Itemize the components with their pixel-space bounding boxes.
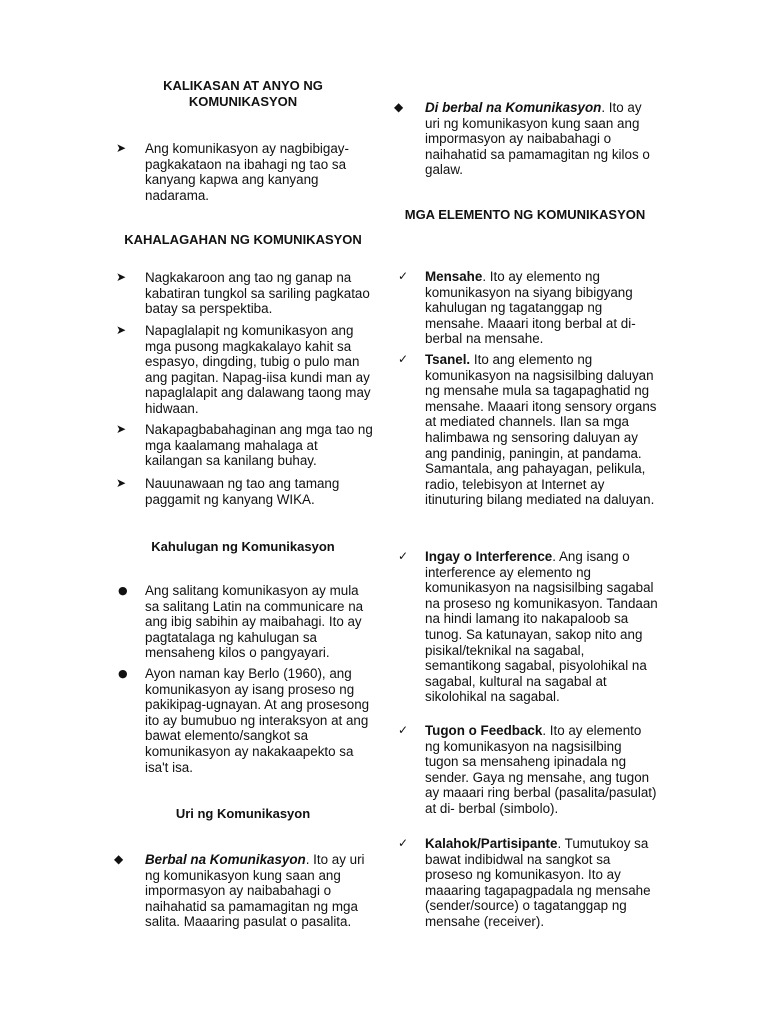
page-title: KALIKASAN AT ANYO NG KOMUNIKASYON — [163, 78, 323, 109]
list-item: ● Ayon naman kay Berlo (1960), ang komunikasyon ay isang proseso ng pakikipag-ugnayan. At ang prosesong ito ay bumubuo ng interaksyon at ang bawat elemento/sangkot sa komunikasyon ay nakakaapekto sa isa't isa. — [118, 666, 370, 775]
section-heading-kahulugan: Kahulugan ng Komunikasyon — [151, 539, 335, 554]
list-item: ✓ Tugon o Feedback. Ito ay elemento ng komunikasyon na nagsisilbing tugon sa mensaheng ipinadala ng sender. Gaya ng mensahe, ang tugon ay maaari ring berbal (pasalita/pasulat) at di- berbal (simbolo). — [398, 723, 657, 816]
list-item: ➤ Nakapagbabahaginan ang mga tao ng mga kaalamang mahalaga at kailangan sa kanilang buhay. — [116, 422, 373, 469]
diamond-bullet-icon: ◆ — [114, 852, 124, 866]
arrow-bullet-icon: ➤ — [116, 422, 127, 436]
checkmark-bullet-icon: ✓ — [398, 836, 409, 850]
checkmark-bullet-icon: ✓ — [398, 352, 409, 366]
arrow-bullet-icon: ➤ — [116, 476, 127, 490]
list-item: ✓ Mensahe. Ito ay elemento ng komunikasyon na siyang bibigyang kahulugan ng tagatanggap ng mensahe. Maaari itong berbal at di-berbal na mensahe. — [398, 269, 636, 347]
checkmark-bullet-icon: ✓ — [398, 549, 409, 563]
circle-bullet-icon: ● — [118, 667, 128, 680]
list-item: ✓ Kalahok/Partisipante. Tumutukoy sa bawat indibidwal na sangkot sa proseso ng komunikasyon. Ito ay maaaring tagapagpadala ng mensahe (sender/source) o tagatanggap ng mensahe (receiver). — [398, 836, 651, 929]
section-heading-elemento: MGA ELEMENTO NG KOMUNIKASYON — [404, 207, 646, 222]
list-item: ✓ Tsanel. Ito ang elemento ng komunikasyon na nagsisilbing daluyan ng mensahe mula sa tagapaghatid ng mensahe. Maaari itong sensory organs at mediated channels. Ilan sa mga halimbawa ng sensoring daluyan ay ang pandinig, paningin, at pandama. Samantala, ang pahayagan, pelikula, radio, telebisyon at Internet ay itinuturing bilang mediated na daluyan. — [398, 352, 657, 508]
arrow-bullet-icon: ➤ — [116, 323, 127, 337]
diamond-bullet-icon: ◆ — [394, 100, 404, 114]
list-item: ● Ang salitang komunikasyon ay mula sa salitang Latin na communicare na ang ibig sabihin ay maibahagi. Ito ay pagtatalaga ng kahulugan sa mensaheng kilos o pangyayari. — [118, 583, 364, 661]
list-item: ➤ Napaglalapit ng komunikasyon ang mga pusong magkakalayo kahit sa espasyo, dingding, tubig o pulo man ang pagitan. Napag-iisa kundi man ay napaglalapit ang dalawang taong may hidwaan. — [116, 323, 371, 416]
arrow-bullet-icon: ➤ — [116, 270, 127, 284]
list-item: ➤ Nauunawaan ng tao ang tamang paggamit ng kanyang WIKA. — [116, 476, 340, 507]
checkmark-bullet-icon: ✓ — [398, 723, 409, 737]
list-item: ✓ Ingay o Interference. Ang isang o interference ay elemento ng komunikasyon na nagsisilbing sagabal na proseso ng komunikasyon. Tandaan na hindi lamang ito nakapaloob sa tunog. Sa katunayan, sakop nito ang pisikal/teknikal na sagabal, semantikong sagabal, pisyolohikal na sagabal, kultural na sagabal at sikolohikal na sagabal. — [398, 549, 658, 705]
circle-bullet-icon: ● — [118, 584, 128, 597]
list-item: ◆ Berbal na Komunikasyon. Ito ay uri ng komunikasyon kung saan ang impormasyon ay naibabahagi o naihahatid sa pamamagitan ng mga salita. Maaaring pasulat o pasalita. — [114, 852, 365, 930]
arrow-bullet-icon: ➤ — [116, 141, 127, 155]
checkmark-bullet-icon: ✓ — [398, 269, 409, 283]
section-heading-uri: Uri ng Komunikasyon — [175, 806, 311, 821]
list-item: ➤ Nagkakaroon ang tao ng ganap na kabatiran tungkol sa sariling pagkatao batay sa perspektiba. — [116, 270, 370, 317]
list-item: ➤ Ang komunikasyon ay nagbibigay-pagkakataon na ibahagi ng tao sa kanyang kapwa ang kanyang nadarama. — [116, 141, 349, 203]
list-item: ◆ Di berbal na Komunikasyon. Ito ay uri ng komunikasyon kung saan ang impormasyon ay naibabahagi o naihahatid sa pamamagitan ng kilos o galaw. — [394, 100, 650, 178]
section-heading-kahalagahan: KAHALAGAHAN NG KOMUNIKASYON — [124, 232, 362, 247]
